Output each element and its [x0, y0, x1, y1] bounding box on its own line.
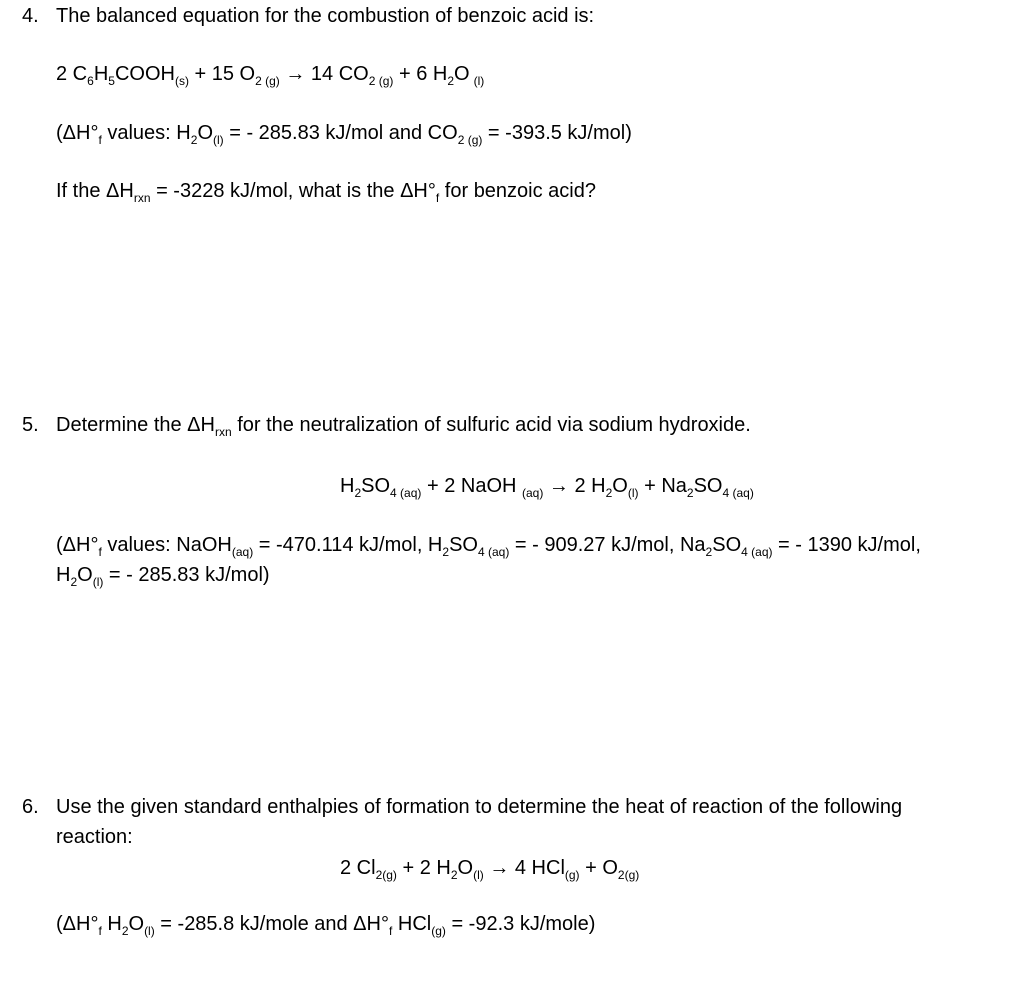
question-6-prompt-line1: Use the given standard enthalpies of formation to determine the heat of reaction of the following: [56, 796, 903, 818]
question-4-number: 4.: [22, 5, 39, 27]
question-4-given-values: ($\Delta H^\circ_f$ values: $H_2O_{(l)}$ = - 285.83 kJ/mol and $CO_{2 (g)} = -393.5$ kJ/mol): [56, 122, 632, 147]
question-4-question: If the $\Delta H_{rxn} = -3228$ kJ/mol, what is the $\Delta H^\circ_f$ for benzoic acid?: [56, 180, 596, 205]
question-5-given-values-line1: ($\Delta H^\circ_f$ values: NaOH$_{(aq)}$ = -470.114 kJ/mol, $H_2SO_{4 (aq)}$ = - 909.27 kJ/mol, $Na_2SO_{4 (aq)}$ = - 1390 kJ/mol,: [56, 534, 921, 559]
question-6-prompt-line2: reaction:: [56, 826, 133, 848]
question-4-equation: 2 $C_6H_5COOH_{(s)} + 15$ $O_{2 (g)} \to 14$ $CO_{2 (g)} + 6$ $H_2O$ $_{(l)}$: [56, 63, 485, 88]
question-6-given-values: ($\Delta H^\circ_f$ $H_2O_{(l)} = -285.8$ kJ/mole and $\Delta H^\circ_f$ HCl$_{(g)}$ = -92.3 kJ/mole): [56, 913, 596, 938]
question-6-number: 6.: [22, 796, 39, 818]
question-6-equation: 2 $Cl_{2(g)} + 2$ $H_2O_{(l)} \to 4$ $HCl_{(g)} + O_{2(g)}$: [340, 857, 640, 882]
question-5-given-values-line2: $H_2O_{(l)}$ = - 285.83 kJ/mol): [56, 564, 270, 589]
question-5-number: 5.: [22, 414, 39, 436]
question-4-prompt: The balanced equation for the combustion of benzoic acid is:: [56, 5, 595, 27]
question-5-equation: $H_2SO_{4 (aq)} + 2$ NaOH $_{(aq)}$ → 2 $H_2O_{(l)} + Na_2SO_{4 (aq)}$: [340, 475, 754, 500]
question-5-prompt: Determine the $\Delta H_{rxn}$ for the neutralization of sulfuric acid via sodium hydroxide.: [56, 414, 751, 439]
